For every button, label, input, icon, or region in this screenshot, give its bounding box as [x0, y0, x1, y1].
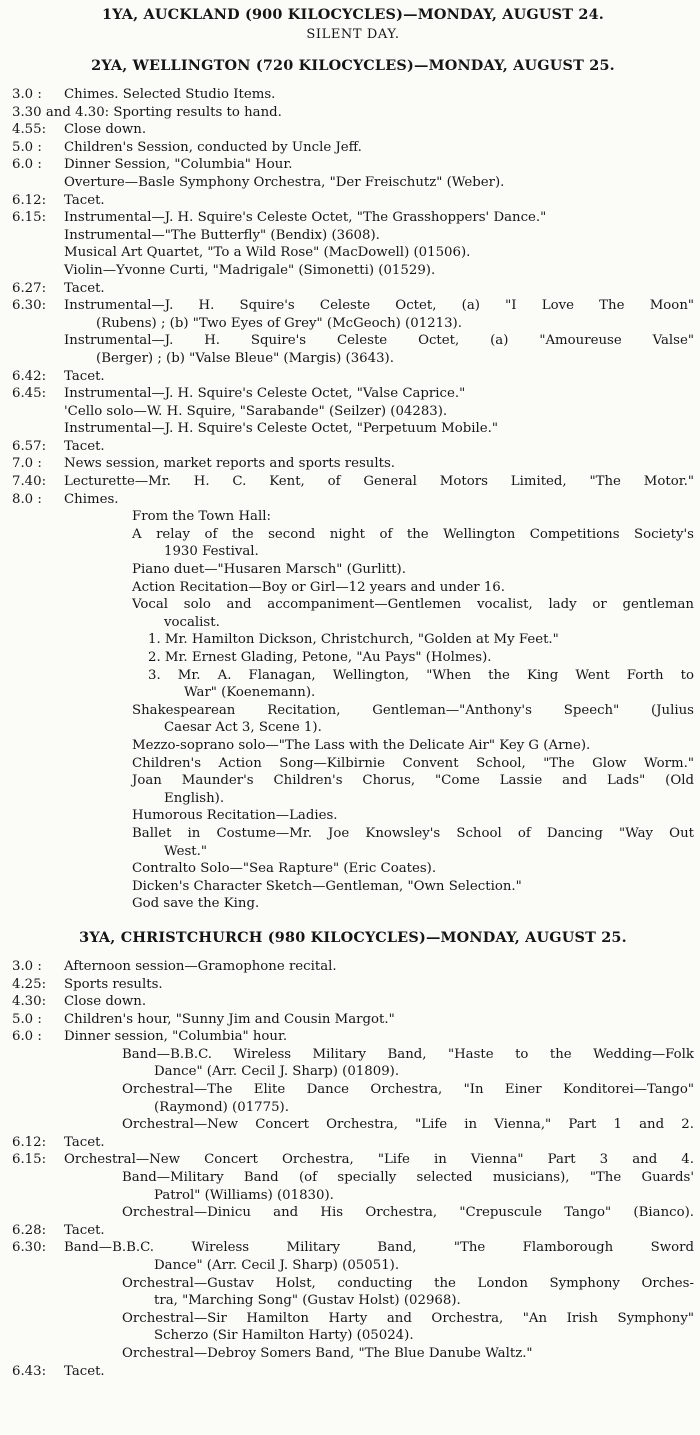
program-item: Instrumental—J. H. Squire's Celeste Octet, "Valse Caprice." [64, 386, 466, 402]
program-item: Band—Military Band (of specially selected musicians), "The Guards' [122, 1170, 694, 1186]
program-item: Chimes. [64, 491, 119, 507]
program-item: Vocal solo and accompaniment—Gentlemen vocalist, lady or gentleman [132, 597, 694, 613]
program-item: (Rubens) ; (b) "Two Eyes of Grey" (McGeoch) (01213). [96, 315, 462, 331]
program-text [12, 104, 694, 122]
program-item: Scherzo (Sir Hamilton Harty) (05024). [154, 1328, 414, 1344]
2ya-program-line [12, 649, 694, 667]
3ya-program-line [12, 1363, 694, 1381]
program-item: Dinner Session, "Columbia" Hour. [64, 157, 293, 173]
2ya-program-line [12, 790, 694, 808]
program-item: Children's Session, conducted by Uncle Jeff. [64, 139, 362, 155]
program-item: 2. Mr. Ernest Glading, Petone, "Au Pays" (Holmes). [148, 650, 492, 665]
program-item: Children's Action Song—Kilbirnie Convent School, "The Glow Worm." [132, 755, 694, 771]
program-item: vocalist. [164, 614, 220, 630]
program-time: 6.57: [12, 438, 47, 454]
program-item: Dinner session, "Columbia" hour. [64, 1029, 288, 1045]
program-item: Orchestral—Debroy Somers Band, "The Blue Danube Waltz." [122, 1345, 533, 1361]
2ya-program-line [12, 825, 694, 843]
program-time: 3.0 : [12, 958, 42, 974]
2ya-program-line [12, 192, 694, 210]
program-time: 6.15: [12, 210, 47, 226]
program-time: 6.27: [12, 280, 47, 296]
program-item: Mezzo-soprano solo—"The Lass with the Delicate Air" Key G (Arne). [132, 737, 591, 753]
2ya-program-line [12, 737, 694, 755]
program-item: Dance" (Arr. Cecil J. Sharp) (01809). [154, 1064, 400, 1080]
3ya-program-line [12, 1116, 694, 1134]
2ya-program-line [12, 156, 694, 174]
program-2ya [12, 86, 694, 913]
program-item: Tacet. [64, 1134, 105, 1150]
2ya-program-line [12, 719, 694, 737]
3ya-program-line [12, 1292, 694, 1310]
2ya-program-line [12, 491, 694, 509]
2ya-program-line [12, 702, 694, 720]
2ya-program-line [12, 895, 694, 913]
2ya-program-line [12, 227, 694, 245]
2ya-program-line [12, 755, 694, 773]
3ya-program-line [12, 1099, 694, 1117]
2ya-program-line [12, 543, 694, 561]
program-item: Sporting results to hand. [113, 104, 282, 120]
program-item: Musical Art Quartet, "To a Wild Rose" (MacDowell) (01506). [64, 245, 471, 261]
2ya-program-line [12, 350, 694, 368]
program-item: Lecturette—Mr. H. C. Kent, of General Motors Limited, "The Motor." [64, 474, 694, 490]
3ya-program-line [12, 1275, 694, 1293]
program-time: 4.55: [12, 122, 47, 138]
3ya-program-line [12, 993, 694, 1011]
program-time: 3.0 : [12, 87, 42, 102]
program-time: 4.30: [12, 994, 47, 1010]
program-item: Orchestral—The Elite Dance Orchestra, "In Einer Konditorei—Tango" [122, 1082, 694, 1098]
program-item: Overture—Basle Symphony Orchestra, "Der Freischutz" (Weber). [64, 174, 505, 190]
3ya-program-line [12, 1063, 694, 1081]
program-item: Band—B.B.C. Wireless Military Band, "The Flamborough Sword [64, 1240, 694, 1256]
3ya-program-line [12, 1011, 694, 1029]
program-item: Patrol" (Williams) (01830). [154, 1187, 334, 1203]
3ya-program-line [12, 1151, 694, 1169]
2ya-program-line [12, 684, 694, 702]
program-item: 1. Mr. Hamilton Dickson, Christchurch, "Golden at My Feet." [148, 632, 559, 648]
program-item: Tacet. [64, 280, 105, 296]
2ya-program-line [12, 526, 694, 544]
3ya-program-line [12, 1081, 694, 1099]
2ya-program-line [12, 860, 694, 878]
2ya-program-line [12, 209, 694, 227]
program-time: 6.30: [12, 298, 47, 314]
program-time: 8.0 : [12, 491, 42, 507]
program-time: 6.0 : [12, 1029, 42, 1045]
program-time: 3.30 and 4.30: [12, 104, 110, 120]
program-item: From the Town Hall: [132, 509, 271, 525]
2ya-program-line [12, 280, 694, 298]
program-item: Caesar Act 3, Scene 1). [164, 720, 322, 736]
2ya-program-line [12, 843, 694, 861]
program-item: Instrumental—J. H. Squire's Celeste Octet, "Perpetuum Mobile." [64, 421, 498, 437]
2ya-program-line [12, 420, 694, 438]
2ya-program-line [12, 86, 694, 104]
program-item: 1930 Festival. [164, 544, 259, 560]
2ya-program-line [12, 614, 694, 632]
2ya-program-line [12, 332, 694, 350]
3ya-program-line [12, 1169, 694, 1187]
3ya-program-line [12, 958, 694, 976]
program-time: 6.43: [12, 1363, 47, 1379]
program-item: (Raymond) (01775). [154, 1099, 289, 1115]
program-time: 6.28: [12, 1222, 47, 1238]
3ya-program-line [12, 1046, 694, 1064]
2ya-program-line [12, 385, 694, 403]
3ya-program-line [12, 1222, 694, 1240]
program-item: Chimes. Selected Studio Items. [64, 87, 276, 102]
program-time: 6.45: [12, 386, 47, 402]
program-item: News session, market reports and sports results. [64, 456, 396, 472]
program-time: 7.0 : [12, 456, 42, 472]
2ya-program-line [12, 244, 694, 262]
3ya-program-line [12, 1028, 694, 1046]
program-item: Tacet. [64, 192, 105, 208]
3ya-program-line [12, 1345, 694, 1363]
2ya-program-line [12, 262, 694, 280]
program-3ya [12, 958, 694, 1380]
program-item: Orchestral—New Concert Orchestra, "Life in Vienna," Part 1 and 2. [122, 1117, 694, 1133]
program-item: (Berger) ; (b) "Valse Bleue" (Margis) (3643). [96, 350, 394, 366]
program-item: Orchestral—New Concert Orchestra, "Life in Vienna" Part 3 and 4. [64, 1152, 694, 1168]
program-item: Orchestral—Dinicu and His Orchestra, "Crepuscule Tango" (Bianco). [122, 1205, 694, 1221]
station-heading-1ya: 1YA, AUCKLAND (900 KILOCYCLES)—MONDAY, AUGUST 24. [102, 6, 604, 23]
program-item: Close down. [64, 994, 147, 1010]
program-item: Tacet. [64, 1222, 105, 1238]
program-item: Orchestral—Gustav Holst, conducting the London Symphony Orches- [122, 1275, 694, 1291]
program-item: Humorous Recitation—Ladies. [132, 808, 338, 824]
program-item: Sports results. [64, 976, 163, 992]
3ya-program-line [12, 1327, 694, 1345]
program-item: Dicken's Character Sketch—Gentleman, "Own Selection." [132, 878, 522, 894]
2ya-program-line [12, 561, 694, 579]
2ya-program-line [12, 667, 694, 685]
3ya-program-line [12, 1204, 694, 1222]
program-item: A relay of the second night of the Wellington Competitions Society's [132, 526, 694, 542]
2ya-program-line [12, 508, 694, 526]
3ya-program-line [12, 1310, 694, 1328]
program-item: West." [164, 843, 207, 859]
3ya-program-line [12, 1239, 694, 1257]
program-item: Tacet. [64, 368, 105, 384]
2ya-program-line [12, 455, 694, 473]
2ya-program-line [12, 438, 694, 456]
program-time: 5.0 : [12, 1011, 42, 1027]
2ya-program-line [12, 473, 694, 491]
program-item: Close down. [64, 122, 147, 138]
program-time: 7.40: [12, 474, 47, 490]
program-time: 5.0 : [12, 139, 42, 155]
2ya-program-line [12, 772, 694, 790]
3ya-program-line [12, 1187, 694, 1205]
program-item: Tacet. [64, 1363, 105, 1379]
program-item: 3. Mr. A. Flanagan, Wellington, "When the King Went Forth to [148, 667, 694, 683]
program-time: 6.0 : [12, 157, 42, 173]
2ya-program-line [12, 139, 694, 157]
program-time: 6.42: [12, 368, 47, 384]
2ya-program-line [12, 174, 694, 192]
program-item: Ballet in Costume—Mr. Joe Knowsley's School of Dancing "Way Out [132, 825, 694, 841]
program-item: Action Recitation—Boy or Girl—12 years and under 16. [132, 579, 505, 595]
program-item: Shakespearean Recitation, Gentleman—"Anthony's Speech" (Julius [132, 702, 694, 718]
2ya-program-line [12, 121, 694, 139]
program-item: Violin—Yvonne Curti, "Madrigale" (Simonetti) (01529). [64, 262, 436, 278]
2ya-program-line [12, 807, 694, 825]
program-item: Tacet. [64, 438, 105, 454]
program-item: 'Cello solo—W. H. Squire, "Sarabande" (Seilzer) (04283). [64, 403, 448, 419]
program-item: War" (Koenemann). [184, 685, 316, 701]
program-item: God save the King. [132, 896, 260, 912]
2ya-program-line [12, 596, 694, 614]
program-item: English). [164, 790, 225, 806]
program-item: Piano duet—"Husaren Marsch" (Gurlitt). [132, 562, 406, 578]
station-heading-3ya: 3YA, CHRISTCHURCH (980 KILOCYCLES)—MONDAY, AUGUST 25. [79, 928, 627, 946]
program-time: 6.12: [12, 1134, 47, 1150]
2ya-program-line [12, 315, 694, 333]
2ya-program-line [12, 297, 694, 315]
2ya-program-line [12, 104, 694, 122]
program-item: Orchestral—Sir Hamilton Harty and Orchestra, "An Irish Symphony" [122, 1310, 694, 1326]
2ya-program-line [12, 579, 694, 597]
program-time: 6.12: [12, 192, 47, 208]
program-item: Instrumental—J. H. Squire's Celeste Octet, (a) "Amoureuse Valse" [64, 333, 694, 349]
2ya-program-line [12, 368, 694, 386]
program-item: tra, "Marching Song" (Gustav Holst) (02968). [154, 1293, 461, 1309]
3ya-program-line [12, 1257, 694, 1275]
program-time: 6.30: [12, 1240, 47, 1256]
program-time: 4.25: [12, 976, 47, 992]
2ya-program-line [12, 631, 694, 649]
program-time: 6.15: [12, 1152, 47, 1168]
program-item: Instrumental—"The Butterfly" (Bendix) (3608). [64, 227, 380, 243]
program-item: Instrumental—J. H. Squire's Celeste Octet, "The Grasshoppers' Dance." [64, 210, 547, 226]
program-item: Dance" (Arr. Cecil J. Sharp) (05051). [154, 1258, 400, 1273]
2ya-program-line [12, 403, 694, 421]
program-item: Band—B.B.C. Wireless Military Band, "Haste to the Wedding—Folk [122, 1046, 694, 1062]
3ya-program-line [12, 976, 694, 994]
3ya-program-line [12, 1134, 694, 1152]
program-item: Contralto Solo—"Sea Rapture" (Eric Coates). [132, 861, 437, 877]
program-item: Instrumental—J. H. Squire's Celeste Octet, (a) "I Love The Moon" [64, 298, 694, 314]
program-item: Joan Maunder's Children's Chorus, "Come Lassie and Lads" (Old [132, 773, 694, 789]
station-heading-2ya: 2YA, WELLINGTON (720 KILOCYCLES)—MONDAY, AUGUST 25. [91, 57, 615, 74]
program-item: Afternoon session—Gramophone recital. [64, 958, 337, 974]
program-item: Children's hour, "Sunny Jim and Cousin Margot." [64, 1011, 395, 1027]
2ya-program-line [12, 878, 694, 896]
silent-day-note: SILENT DAY. [306, 27, 400, 42]
